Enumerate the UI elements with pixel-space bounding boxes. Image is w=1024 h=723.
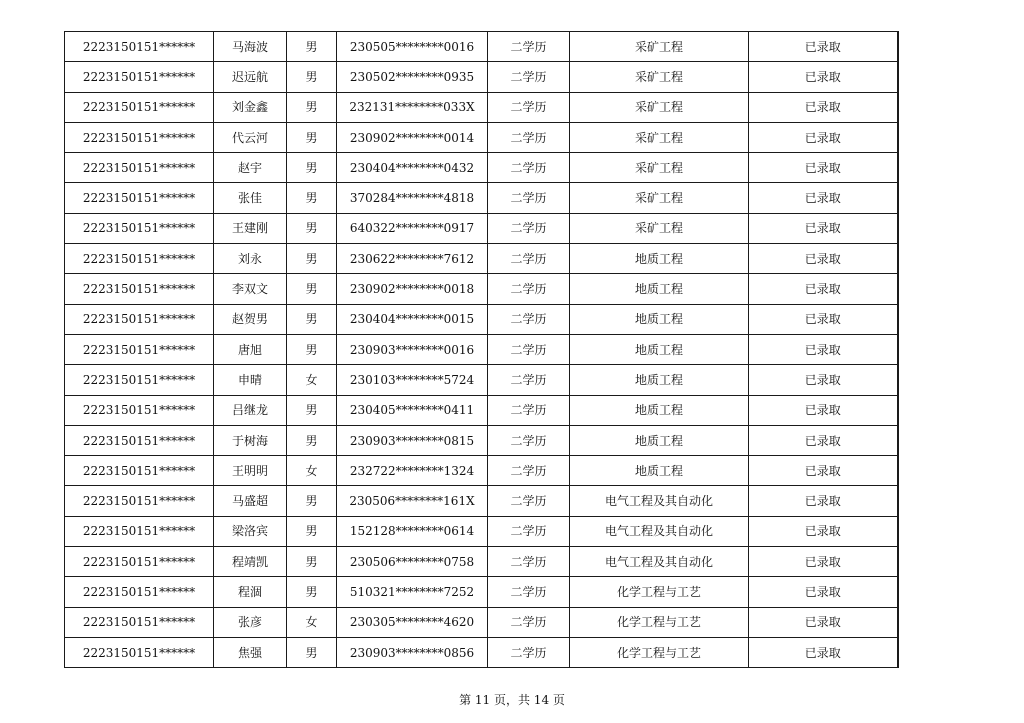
- student-id-cell: 2223150151******: [65, 183, 214, 213]
- student-id-cell: 2223150151******: [65, 607, 214, 637]
- student-id-cell: 2223150151******: [65, 213, 214, 243]
- name-cell: 张佳: [214, 183, 287, 213]
- id-card-cell: 230902********0018: [337, 274, 488, 304]
- page-number: 第 11 页，共 14 页: [459, 693, 565, 707]
- gender-cell: 男: [287, 516, 337, 546]
- major-cell: 地质工程: [570, 365, 749, 395]
- gender-cell: 男: [287, 577, 337, 607]
- gender-cell: 男: [287, 486, 337, 516]
- gender-cell: 男: [287, 637, 337, 667]
- id-card-cell: 230103********5724: [337, 365, 488, 395]
- education-cell: 二学历: [488, 395, 570, 425]
- education-cell: 二学历: [488, 32, 570, 62]
- education-cell: 二学历: [488, 304, 570, 334]
- name-cell: 吕继龙: [214, 395, 287, 425]
- status-cell: 已录取: [749, 607, 898, 637]
- table-row: [65, 425, 898, 455]
- gender-cell: 男: [287, 244, 337, 274]
- status-cell: 已录取: [749, 153, 898, 183]
- gender-cell: 女: [287, 365, 337, 395]
- education-cell: 二学历: [488, 92, 570, 122]
- gender-cell: 男: [287, 274, 337, 304]
- major-cell: 电气工程及其自动化: [570, 486, 749, 516]
- major-cell: 地质工程: [570, 334, 749, 364]
- status-cell: 已录取: [749, 637, 898, 667]
- student-id-cell: 2223150151******: [65, 334, 214, 364]
- major-cell: 采矿工程: [570, 92, 749, 122]
- id-card-cell: 230405********0411: [337, 395, 488, 425]
- admission-table: [64, 31, 899, 668]
- student-id-cell: 2223150151******: [65, 304, 214, 334]
- name-cell: 王建刚: [214, 213, 287, 243]
- admission-list: [64, 31, 897, 668]
- gender-cell: 男: [287, 122, 337, 152]
- gender-cell: 男: [287, 334, 337, 364]
- major-cell: 采矿工程: [570, 62, 749, 92]
- id-card-cell: 232131********033X: [337, 92, 488, 122]
- gender-cell: 男: [287, 92, 337, 122]
- student-id-cell: 2223150151******: [65, 516, 214, 546]
- gender-cell: 男: [287, 213, 337, 243]
- id-card-cell: 230404********0432: [337, 153, 488, 183]
- gender-cell: 女: [287, 607, 337, 637]
- table-row: [65, 213, 898, 243]
- student-id-cell: 2223150151******: [65, 547, 214, 577]
- education-cell: 二学历: [488, 365, 570, 395]
- student-id-cell: 2223150151******: [65, 32, 214, 62]
- education-cell: 二学历: [488, 62, 570, 92]
- table-row: [65, 92, 898, 122]
- student-id-cell: 2223150151******: [65, 365, 214, 395]
- table-row: [65, 516, 898, 546]
- id-card-cell: 510321********7252: [337, 577, 488, 607]
- gender-cell: 男: [287, 183, 337, 213]
- name-cell: 张彦: [214, 607, 287, 637]
- table-row: [65, 577, 898, 607]
- id-card-cell: 230404********0015: [337, 304, 488, 334]
- table-row: [65, 607, 898, 637]
- education-cell: 二学历: [488, 607, 570, 637]
- status-cell: 已录取: [749, 486, 898, 516]
- education-cell: 二学历: [488, 122, 570, 152]
- gender-cell: 女: [287, 456, 337, 486]
- table-row: [65, 32, 898, 62]
- education-cell: 二学历: [488, 637, 570, 667]
- education-cell: 二学历: [488, 274, 570, 304]
- student-id-cell: 2223150151******: [65, 92, 214, 122]
- id-card-cell: 230903********0815: [337, 425, 488, 455]
- id-card-cell: 230506********161X: [337, 486, 488, 516]
- student-id-cell: 2223150151******: [65, 395, 214, 425]
- table-row: [65, 274, 898, 304]
- name-cell: 王明明: [214, 456, 287, 486]
- gender-cell: 男: [287, 304, 337, 334]
- status-cell: 已录取: [749, 304, 898, 334]
- status-cell: 已录取: [749, 183, 898, 213]
- id-card-cell: 230903********0016: [337, 334, 488, 364]
- table-row: [65, 456, 898, 486]
- major-cell: 电气工程及其自动化: [570, 516, 749, 546]
- student-id-cell: 2223150151******: [65, 637, 214, 667]
- table-row: [65, 62, 898, 92]
- major-cell: 地质工程: [570, 395, 749, 425]
- id-card-cell: 370284********4818: [337, 183, 488, 213]
- gender-cell: 男: [287, 425, 337, 455]
- name-cell: 焦强: [214, 637, 287, 667]
- name-cell: 申晴: [214, 365, 287, 395]
- name-cell: 马海波: [214, 32, 287, 62]
- name-cell: 于树海: [214, 425, 287, 455]
- gender-cell: 男: [287, 547, 337, 577]
- table-row: [65, 395, 898, 425]
- gender-cell: 男: [287, 395, 337, 425]
- id-card-cell: 230305********4620: [337, 607, 488, 637]
- name-cell: 赵贺男: [214, 304, 287, 334]
- name-cell: 李双文: [214, 274, 287, 304]
- id-card-cell: 230622********7612: [337, 244, 488, 274]
- gender-cell: 男: [287, 153, 337, 183]
- status-cell: 已录取: [749, 92, 898, 122]
- student-id-cell: 2223150151******: [65, 425, 214, 455]
- major-cell: 采矿工程: [570, 32, 749, 62]
- student-id-cell: 2223150151******: [65, 486, 214, 516]
- education-cell: 二学历: [488, 486, 570, 516]
- id-card-cell: 152128********0614: [337, 516, 488, 546]
- name-cell: 马盛超: [214, 486, 287, 516]
- major-cell: 采矿工程: [570, 153, 749, 183]
- name-cell: 刘金鑫: [214, 92, 287, 122]
- id-card-cell: 230502********0935: [337, 62, 488, 92]
- table-row: [65, 304, 898, 334]
- status-cell: 已录取: [749, 577, 898, 607]
- gender-cell: 男: [287, 32, 337, 62]
- table-row: [65, 334, 898, 364]
- page-footer: [0, 691, 1024, 708]
- education-cell: 二学历: [488, 183, 570, 213]
- major-cell: 地质工程: [570, 456, 749, 486]
- student-id-cell: 2223150151******: [65, 244, 214, 274]
- status-cell: 已录取: [749, 274, 898, 304]
- major-cell: 采矿工程: [570, 213, 749, 243]
- status-cell: 已录取: [749, 244, 898, 274]
- education-cell: 二学历: [488, 456, 570, 486]
- student-id-cell: 2223150151******: [65, 577, 214, 607]
- education-cell: 二学历: [488, 153, 570, 183]
- major-cell: 化学工程与工艺: [570, 637, 749, 667]
- table-row: [65, 244, 898, 274]
- id-card-cell: 232722********1324: [337, 456, 488, 486]
- name-cell: 梁洛宾: [214, 516, 287, 546]
- education-cell: 二学历: [488, 213, 570, 243]
- table-row: [65, 183, 898, 213]
- status-cell: 已录取: [749, 456, 898, 486]
- table-row: [65, 122, 898, 152]
- name-cell: 程涸: [214, 577, 287, 607]
- major-cell: 采矿工程: [570, 183, 749, 213]
- name-cell: 赵宇: [214, 153, 287, 183]
- status-cell: 已录取: [749, 516, 898, 546]
- status-cell: 已录取: [749, 213, 898, 243]
- major-cell: 采矿工程: [570, 122, 749, 152]
- status-cell: 已录取: [749, 62, 898, 92]
- student-id-cell: 2223150151******: [65, 122, 214, 152]
- table-row: [65, 547, 898, 577]
- student-id-cell: 2223150151******: [65, 62, 214, 92]
- status-cell: 已录取: [749, 547, 898, 577]
- name-cell: 唐旭: [214, 334, 287, 364]
- name-cell: 程靖凯: [214, 547, 287, 577]
- student-id-cell: 2223150151******: [65, 456, 214, 486]
- major-cell: 电气工程及其自动化: [570, 547, 749, 577]
- name-cell: 代云河: [214, 122, 287, 152]
- table-row: [65, 486, 898, 516]
- status-cell: 已录取: [749, 32, 898, 62]
- major-cell: 化学工程与工艺: [570, 577, 749, 607]
- gender-cell: 男: [287, 62, 337, 92]
- education-cell: 二学历: [488, 577, 570, 607]
- status-cell: 已录取: [749, 334, 898, 364]
- table-row: [65, 153, 898, 183]
- status-cell: 已录取: [749, 122, 898, 152]
- table-body: [65, 32, 898, 668]
- student-id-cell: 2223150151******: [65, 153, 214, 183]
- table-row: [65, 365, 898, 395]
- education-cell: 二学历: [488, 244, 570, 274]
- major-cell: 化学工程与工艺: [570, 607, 749, 637]
- education-cell: 二学历: [488, 425, 570, 455]
- education-cell: 二学历: [488, 547, 570, 577]
- id-card-cell: 230506********0758: [337, 547, 488, 577]
- education-cell: 二学历: [488, 334, 570, 364]
- id-card-cell: 640322********0917: [337, 213, 488, 243]
- major-cell: 地质工程: [570, 244, 749, 274]
- name-cell: 迟远航: [214, 62, 287, 92]
- table-row: [65, 637, 898, 667]
- id-card-cell: 230903********0856: [337, 637, 488, 667]
- id-card-cell: 230505********0016: [337, 32, 488, 62]
- status-cell: 已录取: [749, 365, 898, 395]
- name-cell: 刘永: [214, 244, 287, 274]
- major-cell: 地质工程: [570, 425, 749, 455]
- education-cell: 二学历: [488, 516, 570, 546]
- status-cell: 已录取: [749, 425, 898, 455]
- major-cell: 地质工程: [570, 274, 749, 304]
- major-cell: 地质工程: [570, 304, 749, 334]
- status-cell: 已录取: [749, 395, 898, 425]
- student-id-cell: 2223150151******: [65, 274, 214, 304]
- id-card-cell: 230902********0014: [337, 122, 488, 152]
